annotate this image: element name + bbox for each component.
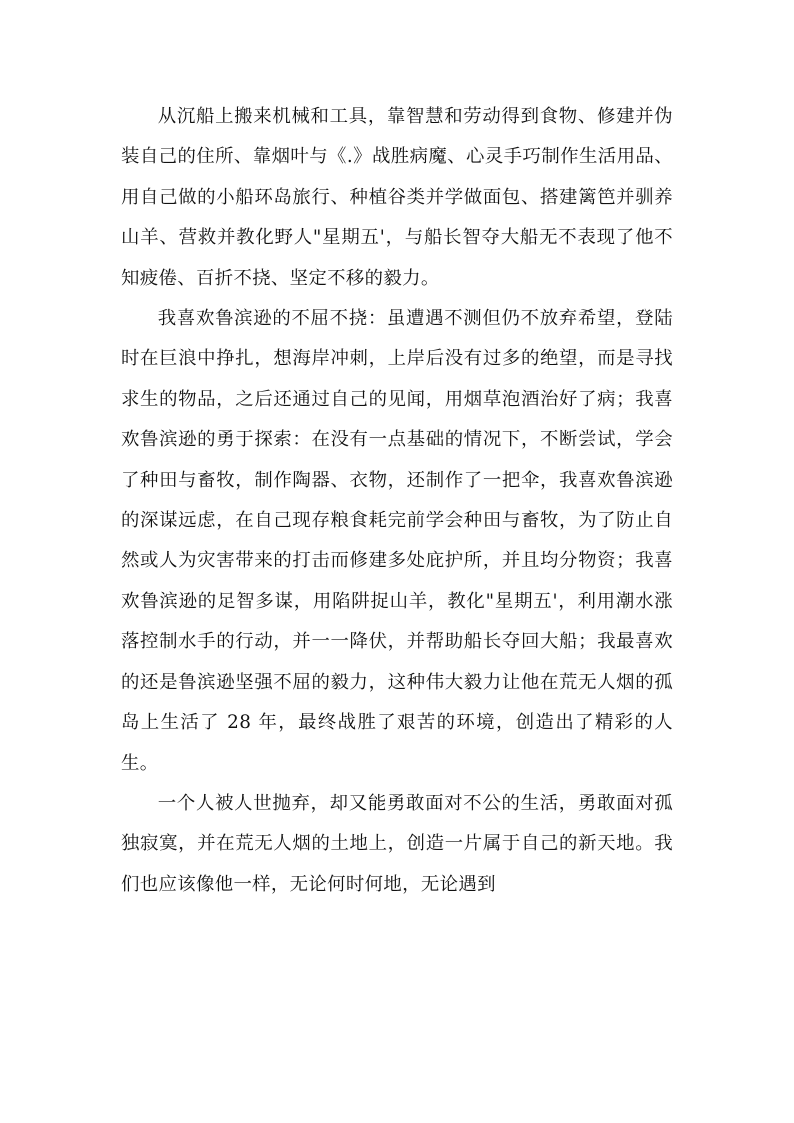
paragraph-1: 从沉船上搬来机械和工具，靠智慧和劳动得到食物、修建并伪装自己的住所、靠烟叶与《.》战胜病魔、心灵手巧制作生活用品、用自己做的小船环岛旅行、种植谷类并学做面包、搭建篱笆并驯养山羊、营救并教化野人"星期五'，与船长智夺大船无不表现了他不知疲倦、百折不挠、坚定不移的毅力。 <box>121 106 673 289</box>
document-body <box>121 97 673 905</box>
paragraph-2: 我喜欢鲁滨逊的不屈不挠：虽遭遇不测但仍不放弃希望，登陆时在巨浪中挣扎，想海岸冲刺，上岸后没有过多的绝望，而是寻找求生的物品，之后还通过自己的见闻，用烟草泡酒治好了病；我喜欢鲁滨逊的勇于探索：在没有一点基础的情况下，不断尝试，学会了种田与畜牧，制作陶器、衣物，还制作了一把伞，我喜欢鲁滨逊的深谋远虑，在自己现存粮食耗完前学会种田与畜牧，为了防止自然或人为灾害带来的打击而修建多处庇护所，并且均分物资；我喜欢鲁滨逊的足智多谋，用陷阱捉山羊，教化"星期五'，利用潮水涨落控制水手的行动，并一一降伏，并帮助船长夺回大船；我最喜欢的还是鲁滨逊坚强不屈的毅力，这种伟大毅力让他在荒无人烟的孤岛上生活了 28 年，最终战胜了艰苦的环境，创造出了精彩的人生。 <box>121 308 673 774</box>
paragraph-3: 一个人被人世抛弃，却又能勇敢面对不公的生活，勇敢面对孤独寂寞，并在荒无人烟的土地上，创造一片属于自己的新天地。我们也应该像他一样，无论何时何地，无论遇到 <box>121 792 673 895</box>
